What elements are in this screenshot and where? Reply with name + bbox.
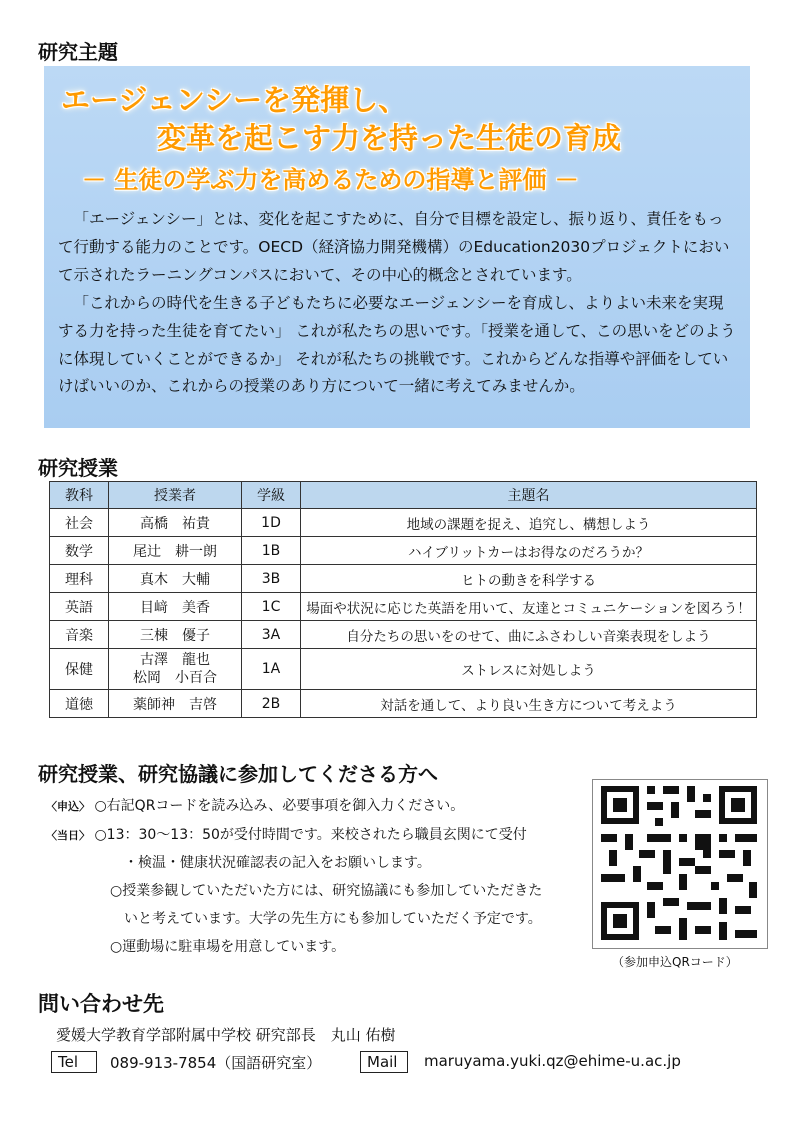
table-row: [50, 509, 757, 537]
cell-subject: 数学: [50, 537, 109, 565]
theme-paragraph-1: 「エージェンシー」とは、変化を起こすために、自分で目標を設定し、振り返り、責任をもって行動する能力のことです。OECD（経済協力開発機構）のEducation2030プロジェクトにおいて示されたラーニングコンパスにおいて、その中心的概念とされています。: [58, 210, 730, 284]
cell-teacher: 薬師神 吉啓: [109, 690, 242, 718]
cell-topic: ヒトの動きを科学する: [301, 565, 757, 593]
apply-line: [46, 795, 464, 815]
cell-subject: 英語: [50, 593, 109, 621]
cell-teacher: 目﨑 美香: [109, 593, 242, 621]
theme-title-line1: エージェンシーを発揮し、: [61, 83, 408, 117]
teacher-line-1: 古澤 龍也: [140, 652, 210, 668]
cell-teacher: 真木 大輔: [109, 565, 242, 593]
cell-subject: 道徳: [50, 690, 109, 718]
mail-address[interactable]: maruyama.yuki.qz@ehime-u.ac.jp: [424, 1052, 681, 1070]
tel-label: Tel: [51, 1051, 97, 1073]
cell-class: 1B: [242, 537, 301, 565]
table-row: [50, 649, 757, 690]
contact-heading: 問い合わせ先: [38, 992, 164, 1016]
day-line-4: いと考えています。大学の先生方にも参加していただく予定です。: [124, 911, 542, 927]
cell-topic: ストレスに対処しよう: [301, 649, 757, 690]
theme-paragraph-2: 「これからの時代を生きる子どもたちに必要なエージェンシーを育成し、よりよい未来を実現する力を持った生徒を育てたい」 これが私たちの思いです。「授業を通して、この思いをどのように体現していくことができるか」 それが私たちの挑戦です。これからどんな指導や評価をしていけばいいのか、これからの授業のあり方について一緒に考えてみませんか。: [58, 294, 736, 396]
apply-tag: 〈申込〉: [46, 800, 90, 813]
cell-subject: 保健: [50, 649, 109, 690]
table-row: [50, 621, 757, 649]
theme-heading: 研究主題: [38, 40, 118, 64]
tel-number[interactable]: 089-913-7854（国語研究室）: [110, 1054, 322, 1072]
cell-topic: 自分たちの思いをのせて、曲にふさわしい音楽表現をしよう: [301, 621, 757, 649]
participation-heading: 研究授業、研究協議に参加してくださる方へ: [38, 762, 438, 786]
day-text-1: ○13：30～13：50が受付時間です。来校されたら職員玄関にて受付: [94, 827, 527, 843]
apply-text: ○右記QRコードを読み込み、必要事項を御入力ください。: [94, 798, 465, 814]
cell-class: 2B: [242, 690, 301, 718]
qr-code-icon: [593, 780, 767, 948]
cell-subject: 社会: [50, 509, 109, 537]
cell-class: 3B: [242, 565, 301, 593]
cell-topic: ハイブリットカーはお得なのだろうか？: [301, 537, 757, 565]
table-header-row: [50, 482, 757, 509]
cell-teacher: 三棟 優子: [109, 621, 242, 649]
day-line-5: ○運動場に駐車場を用意しています。: [110, 939, 346, 955]
table-row: [50, 690, 757, 718]
table-row: [50, 537, 757, 565]
day-line-3: ○授業参観していただいた方には、研究協議にも参加していただきた: [110, 883, 543, 899]
cell-subject: 理科: [50, 565, 109, 593]
cell-topic: 地域の課題を捉え、追究し、構想しよう: [301, 509, 757, 537]
cell-subject: 音楽: [50, 621, 109, 649]
cell-teacher: 尾辻 耕一朗: [109, 537, 242, 565]
mail-label: Mail: [360, 1051, 408, 1073]
day-tag: 〈当日〉: [46, 829, 90, 842]
header-subject: 教科: [50, 482, 109, 509]
cell-topic: 場面や状況に応じた英語を用いて、友達とコミュニケーションを図ろう！: [301, 593, 757, 621]
lessons-heading: 研究授業: [38, 456, 118, 480]
table-row: [50, 593, 757, 621]
teacher-line-2: 松岡 小百合: [133, 670, 217, 686]
header-topic: 主題名: [301, 482, 757, 509]
theme-box: [44, 66, 750, 428]
theme-subtitle: － 生徒の学ぶ力を高めるための指導と評価 －: [82, 166, 579, 194]
header-teacher: 授業者: [109, 482, 242, 509]
cell-class: 1A: [242, 649, 301, 690]
qr-code[interactable]: [592, 779, 768, 949]
cell-class: 1C: [242, 593, 301, 621]
cell-teacher: 高橋 祐貴: [109, 509, 242, 537]
qr-caption: （参加申込QRコード）: [612, 955, 738, 969]
cell-class: 1D: [242, 509, 301, 537]
table-row: [50, 565, 757, 593]
header-class: 学級: [242, 482, 301, 509]
theme-title-line2: 変革を起こす力を持った生徒の育成: [157, 121, 622, 155]
lessons-table: [49, 481, 757, 718]
cell-class: 3A: [242, 621, 301, 649]
day-line-2: ・検温・健康状況確認表の記入をお願いします。: [124, 855, 431, 871]
contact-person: 愛媛大学教育学部附属中学校 研究部長 丸山 佑樹: [56, 1026, 396, 1044]
cell-teacher: [109, 649, 242, 690]
day-line-1: [46, 824, 527, 844]
cell-topic: 対話を通して、より良い生き方について考えよう: [301, 690, 757, 718]
